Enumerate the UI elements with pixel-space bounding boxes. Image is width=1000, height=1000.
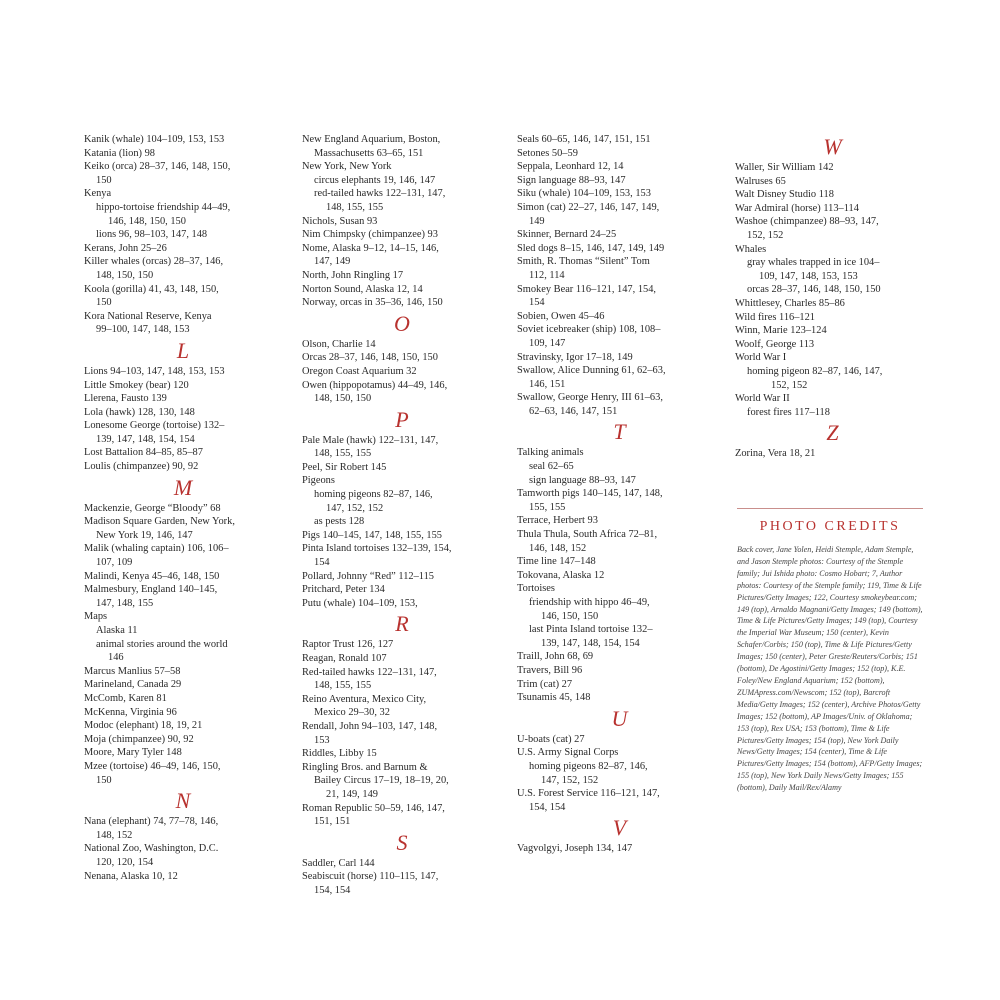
index-term: Katania (lion) 98 (84, 147, 155, 159)
index-entry (517, 160, 722, 174)
index-term: Llerena, Fausto 139 (84, 393, 167, 405)
index-term: Waller, Sir William 142 (735, 162, 834, 173)
index-term: Zorina, Vera 18, 21 (735, 448, 816, 460)
index-term: Nenana, Alaska 10, 12 (84, 870, 178, 882)
index-term: Skinner, Bernard 24–25 (517, 229, 617, 241)
index-term: Reagan, Ronald 107 (302, 653, 387, 664)
index-entry (517, 787, 722, 814)
index-term: Raptor Trust 126, 127 (302, 639, 394, 651)
section-letter: S (396, 829, 408, 855)
index-term: Sled dogs 8–15, 146, 147, 149, 149 (517, 242, 665, 254)
index-entry (517, 514, 722, 528)
index-term: National Zoo, Washington, D.C. (84, 843, 219, 855)
index-term: Loulis (chimpanzee) 90, 92 (84, 461, 199, 473)
index-entry (302, 761, 502, 802)
index-subline: last Pinta Island tortoise 132– (529, 624, 653, 636)
index-entry (302, 283, 502, 297)
index-entry (84, 870, 282, 884)
index-subline: 147, 148, 155 (96, 597, 154, 609)
index-term: Keiko (orca) 28–37, 146, 148, 150, (84, 161, 231, 173)
index-term: Putu (whale) 104–109, 153, (302, 597, 418, 609)
section-letter: U (611, 705, 628, 731)
index-entry (302, 296, 502, 310)
index-subline: 148, 150, 150 (314, 393, 372, 405)
index-term: Ringling Bros. and Barnum & (302, 761, 428, 773)
section-letter: W (823, 134, 842, 159)
index-term: Malik (whaling captain) 106, 106– (84, 543, 229, 555)
index-entry (302, 597, 502, 611)
index-entry (302, 570, 502, 584)
index-column-2 (302, 133, 502, 898)
index-entry (735, 202, 930, 216)
index-term: Seabiscuit (horse) 110–115, 147, (302, 871, 439, 883)
index-entry (517, 133, 722, 147)
index-term: Riddles, Libby 15 (302, 748, 377, 760)
index-entry (302, 160, 502, 214)
index-entry (735, 447, 930, 461)
index-entry (302, 870, 502, 897)
index-entry (517, 842, 722, 856)
index-subline: 109, 147 (529, 337, 566, 349)
index-entry (517, 310, 722, 324)
index-term: Nana (elephant) 74, 77–78, 146, (84, 816, 219, 828)
index-term: Walruses 65 (735, 175, 786, 187)
index-term: Modoc (elephant) 18, 19, 21 (84, 720, 203, 732)
index-term: Owen (hippopotamus) 44–49, 146, (302, 379, 448, 391)
index-entry (84, 187, 282, 241)
index-subline: Massachusetts 63–65, 151 (314, 147, 424, 159)
photo-credits-title: PHOTO CREDITS (759, 519, 901, 534)
index-entry (735, 392, 930, 419)
index-entry (517, 582, 722, 650)
index-term: World War II (735, 393, 790, 405)
index-entry (517, 242, 722, 256)
index-entry (84, 678, 282, 692)
index-entry (302, 338, 502, 352)
index-term: Marcus Manlius 57–58 (84, 665, 181, 677)
index-column-3 (517, 133, 722, 856)
index-entry (517, 691, 722, 705)
index-entry (302, 720, 502, 747)
index-subline: lions 96, 98–103, 147, 148 (96, 229, 208, 241)
index-entry (302, 365, 502, 379)
index-term: Mzee (tortoise) 46–49, 146, 150, (84, 760, 221, 772)
index-entry (84, 610, 282, 664)
index-term: Travers, Bill 96 (517, 664, 583, 676)
index-term: Reino Aventura, Mexico City, (302, 693, 427, 705)
index-term: Norton Sound, Alaska 12, 14 (302, 283, 423, 295)
index-term: Smokey Bear 116–121, 147, 154, (517, 283, 657, 295)
index-subline: friendship with hippo 46–49, (529, 597, 650, 608)
index-term: Terrace, Herbert 93 (517, 515, 598, 527)
index-term: Whittlesey, Charles 85–86 (735, 297, 845, 309)
index-entry (302, 269, 502, 283)
index-subline: 154 (314, 557, 330, 569)
index-entry (517, 746, 722, 787)
index-subline: circus elephants 19, 146, 147 (314, 174, 436, 186)
index-term: Red-tailed hawks 122–131, 147, (302, 666, 437, 678)
index-entry (84, 133, 282, 147)
index-subline: 62–63, 146, 147, 151 (529, 405, 618, 417)
index-subline: 148, 152 (96, 829, 133, 841)
photo-credits (737, 508, 923, 794)
index-entry (84, 283, 282, 310)
index-subline: 154, 154 (314, 884, 351, 896)
index-term: Saddler, Carl 144 (302, 857, 375, 869)
index-term: Tsunamis 45, 148 (517, 692, 591, 704)
index-term: Moore, Mary Tyler 148 (84, 747, 182, 759)
index-term: Sign language 88–93, 147 (517, 174, 626, 186)
index-entry (302, 802, 502, 829)
index-term: Walt Disney Studio 118 (735, 189, 834, 201)
index-entry (84, 160, 282, 187)
index-term: U-boats (cat) 27 (517, 733, 585, 745)
index-entry (302, 461, 502, 475)
index-term: Pinta Island tortoises 132–139, 154, (302, 543, 452, 555)
index-term: Vagvolgyi, Joseph 134, 147 (517, 843, 633, 855)
index-term: McComb, Karen 81 (84, 692, 167, 704)
section-letter: N (175, 788, 191, 814)
index-entry (302, 215, 502, 229)
index-entry (517, 664, 722, 678)
index-subline: 150 (96, 774, 112, 786)
index-term: Oregon Coast Aquarium 32 (302, 365, 417, 377)
index-entry (302, 228, 502, 242)
index-entry (302, 379, 502, 406)
index-subline: 148, 155, 155 (314, 448, 372, 460)
index-subline: forest fires 117–118 (747, 406, 830, 418)
index-subline: 146 (108, 652, 124, 664)
index-term: Kerans, John 25–26 (84, 242, 167, 254)
index-entry (302, 666, 502, 693)
index-entry (302, 652, 502, 666)
section-letter: T (613, 419, 626, 445)
index-entry (84, 570, 282, 584)
index-term: Orcas 28–37, 146, 148, 150, 150 (302, 352, 438, 364)
index-subline: 149 (529, 215, 545, 227)
index-term: Woolf, George 113 (735, 338, 815, 350)
index-entry (517, 283, 722, 310)
index-term: New York, New York (302, 161, 392, 173)
index-entry (517, 147, 722, 161)
index-subline: 99–100, 147, 148, 153 (96, 324, 190, 336)
index-term: Swallow, George Henry, III 61–63, (517, 392, 663, 404)
index-entry (302, 351, 502, 365)
index-subline: 109, 147, 148, 153, 153 (759, 270, 858, 282)
index-term: U.S. Army Signal Corps (517, 747, 619, 759)
index-term: Nichols, Susan 93 (302, 215, 378, 227)
index-entry (84, 242, 282, 256)
index-entry (302, 583, 502, 597)
index-term: Madison Square Garden, New York, (84, 516, 235, 528)
index-entry (517, 733, 722, 747)
index-entry (302, 638, 502, 652)
index-subline: hippo-tortoise friendship 44–49, (96, 201, 231, 213)
index-term: Kanik (whale) 104–109, 153, 153 (84, 134, 225, 145)
index-term: Stravinsky, Igor 17–18, 149 (517, 351, 633, 363)
index-term: Lola (hawk) 128, 130, 148 (84, 406, 195, 418)
photo-credits-text: Back cover, Jane Yolen, Heidi Stemple, Adam Stemple, and Jason Stemple photos: Courtesy of the Stemple family; Jui Ishida photo: Cosmo Hobart; 7, Author photos: Courtesy of the Stemple family; 119, Time & Life Pictures/Getty Images; 122, Courtesy smokeybear.com; 149 (top), Arnaldo Magnani/Getty Images; 149 (bottom), Time & Life Pictures/Getty Images; 149 (top), Courtesy the Imperial War Museum; 150 (center), Kevin Schafer/Corbis; 150 (top), Time & Life Pictures/Getty Images; 150 (center), Peter Greste/Reuters/Corbis; 151 (bottom), De Agostini/Getty Images; 152 (top), K.E. Foley/New England Aquarium; 152 (bottom), ZUMApress.com/Newscom; 152 (top), Barcroft Media/Getty Images; 152 (center), Archive Photos/Getty Images; 152 (bottom), AP Images/Univ. of Oklahoma; 153 (top), Rex USA; 153 (bottom), Time & Life Pictures/Getty Images; 154 (top), New York Daily News/Getty Images; 154 (center), Time & Life Pictures/Getty Images; 154 (bottom), AFP/Getty Images; 155 (top), New York Daily News/Getty Images; 155 (bottom), Daily Mail/Rex/Alamy (737, 545, 923, 793)
index-entry (302, 747, 502, 761)
index-entry (84, 419, 282, 446)
index-entry (517, 364, 722, 391)
index-term: U.S. Forest Service 116–121, 147, (517, 788, 660, 800)
index-subline: 146, 150, 150 (541, 610, 599, 622)
index-entry (84, 515, 282, 542)
index-term: Siku (whale) 104–109, 153, 153 (517, 188, 651, 200)
index-term: Wild fires 116–121 (735, 311, 815, 323)
index-term: Malmesbury, England 140–145, (84, 584, 218, 596)
index-subline: homing pigeons 82–87, 146, (529, 760, 648, 772)
index-term: Thula Thula, South Africa 72–81, (517, 529, 658, 541)
index-term: Koola (gorilla) 41, 43, 148, 150, (84, 283, 219, 295)
index-term: Kenya (84, 188, 112, 200)
index-entry (517, 391, 722, 418)
index-entry (84, 446, 282, 460)
index-subline: animal stories around the world (96, 638, 228, 650)
index-term: Olson, Charlie 14 (302, 338, 376, 350)
index-entry (517, 201, 722, 228)
index-entry (84, 310, 282, 337)
index-term: Swallow, Alice Dunning 61, 62–63, (517, 365, 666, 377)
index-entry (517, 255, 722, 282)
index-entry (84, 815, 282, 842)
index-term: Lost Battalion 84–85, 85–87 (84, 447, 203, 459)
index-subline: gray whales trapped in ice 104– (747, 257, 880, 269)
index-entry (735, 188, 930, 202)
index-term: North, John Ringling 17 (302, 269, 404, 281)
index-entry (84, 379, 282, 393)
index-subline: 150 (96, 297, 112, 309)
index-subline: 148, 155, 155 (326, 201, 384, 213)
index-term: Setones 50–59 (517, 147, 578, 159)
index-subline: Bailey Circus 17–19, 18–19, 20, (314, 775, 449, 787)
index-entry (517, 678, 722, 692)
index-term: Tokovana, Alaska 12 (517, 569, 605, 581)
index-term: Maps (84, 611, 108, 623)
index-entry (84, 147, 282, 161)
index-subline: 107, 109 (96, 557, 133, 569)
index-subline: 150 (96, 174, 112, 186)
index-term: Nome, Alaska 9–12, 14–15, 146, (302, 242, 439, 254)
index-entry (735, 175, 930, 189)
index-subline: 147, 152, 152 (541, 774, 599, 786)
section-letter: M (173, 474, 193, 500)
index-subline: 147, 149 (314, 256, 351, 268)
index-subline: Mexico 29–30, 32 (314, 707, 390, 719)
index-column-1 (84, 133, 282, 883)
index-entry (302, 542, 502, 569)
index-entry (735, 243, 930, 297)
index-subline: sign language 88–93, 147 (529, 474, 636, 486)
index-term: Tortoises (517, 583, 555, 595)
index-entry (302, 133, 502, 160)
index-subline: New York 19, 146, 147 (96, 529, 193, 541)
index-subline: 139, 147, 148, 154, 154 (541, 637, 640, 649)
index-entry (302, 434, 502, 461)
index-subline: 151, 151 (314, 816, 351, 828)
index-entry (517, 487, 722, 514)
index-term: Nim Chimpsky (chimpanzee) 93 (302, 229, 438, 241)
index-entry (84, 706, 282, 720)
index-term: Little Smokey (bear) 120 (84, 379, 189, 391)
index-term: Pale Male (hawk) 122–131, 147, (302, 434, 439, 446)
index-term: Seals 60–65, 146, 147, 151, 151 (517, 134, 651, 145)
index-entry (302, 529, 502, 543)
index-term: Smith, R. Thomas “Silent” Tom (517, 256, 650, 268)
index-entry (84, 692, 282, 706)
index-term: Pigeons (302, 475, 335, 487)
index-term: Sobien, Owen 45–46 (517, 310, 605, 322)
index-entry (84, 746, 282, 760)
index-subline: homing pigeon 82–87, 146, 147, (747, 365, 883, 377)
index-subline: 152, 152 (747, 229, 784, 241)
index-entry (302, 857, 502, 871)
index-entry (302, 242, 502, 269)
index-subline: 153 (314, 734, 330, 746)
index-entry (517, 351, 722, 365)
index-term: Seppala, Leonhard 12, 14 (517, 161, 624, 173)
index-entry (84, 365, 282, 379)
index-term: Tamworth pigs 140–145, 147, 148, (517, 488, 663, 500)
index-entry (735, 297, 930, 311)
index-entry (84, 733, 282, 747)
index-subline: 146, 148, 150, 150 (108, 215, 186, 227)
index-term: Traill, John 68, 69 (517, 651, 594, 663)
index-entry (517, 528, 722, 555)
index-subline: Alaska 11 (96, 625, 138, 636)
index-entry (735, 311, 930, 325)
index-term: Kora National Reserve, Kenya (84, 310, 212, 322)
index-entry (517, 569, 722, 583)
index-subline: 148, 155, 155 (314, 680, 372, 692)
index-term: Roman Republic 50–59, 146, 147, (302, 802, 445, 814)
index-entry (84, 719, 282, 733)
index-entry (517, 446, 722, 487)
index-term: Mackenzie, George “Bloody” 68 (84, 502, 221, 514)
index-term: Killer whales (orcas) 28–37, 146, (84, 256, 224, 268)
index-entry (302, 693, 502, 720)
index-entry (84, 665, 282, 679)
index-entry (735, 351, 930, 392)
credits-divider (737, 508, 923, 509)
index-entry (517, 650, 722, 664)
index-term: Winn, Marie 123–124 (735, 325, 827, 337)
index-entry (84, 392, 282, 406)
index-subline: red-tailed hawks 122–131, 147, (314, 188, 446, 200)
index-column-4 (735, 133, 930, 461)
index-term: Time line 147–148 (517, 556, 596, 568)
index-subline: 146, 151 (529, 378, 566, 390)
index-term: Lonesome George (tortoise) 132– (84, 420, 225, 432)
index-subline: 112, 114 (529, 269, 565, 281)
index-entry (84, 583, 282, 610)
index-entry (517, 555, 722, 569)
index-term: Pritchard, Peter 134 (302, 584, 385, 596)
index-term: Pollard, Johnny “Red” 112–115 (302, 570, 434, 582)
index-subline: 139, 147, 148, 154, 154 (96, 433, 195, 445)
index-subline: seal 62–65 (529, 461, 574, 473)
index-entry (517, 187, 722, 201)
index-term: Pigs 140–145, 147, 148, 155, 155 (302, 529, 442, 541)
index-entry (84, 542, 282, 569)
index-subline: 148, 150, 150 (96, 269, 154, 281)
section-letter: Z (826, 420, 839, 446)
index-subline: 152, 152 (771, 379, 808, 391)
index-term: Talking animals (517, 447, 584, 459)
index-entry (84, 502, 282, 516)
index-term: Soviet icebreaker (ship) 108, 108– (517, 324, 661, 336)
index-term: Peel, Sir Robert 145 (302, 461, 387, 473)
index-entry (517, 323, 722, 350)
index-subline: 146, 148, 152 (529, 542, 587, 554)
section-letter: L (176, 337, 190, 363)
index-term: Whales (735, 243, 767, 255)
index-subline: orcas 28–37, 146, 148, 150, 150 (747, 284, 881, 296)
index-term: Simon (cat) 22–27, 146, 147, 149, (517, 201, 660, 213)
index-subline: 155, 155 (529, 501, 566, 513)
index-term: McKenna, Virginia 96 (84, 706, 177, 718)
index-subline: 154, 154 (529, 801, 566, 813)
index-term: World War I (735, 352, 787, 364)
index-entry (735, 324, 930, 338)
index-entry (517, 174, 722, 188)
index-term: War Admiral (horse) 113–114 (735, 202, 859, 214)
section-letter: V (612, 815, 627, 841)
index-entry (84, 406, 282, 420)
index-subline: 120, 120, 154 (96, 856, 154, 868)
index-term: Washoe (chimpanzee) 88–93, 147, (735, 216, 879, 228)
index-term: Rendall, John 94–103, 147, 148, (302, 720, 438, 732)
section-letter: P (395, 406, 409, 432)
index-entry (735, 338, 930, 352)
index-subline: as pests 128 (314, 516, 365, 528)
index-entry (735, 161, 930, 175)
index-subline: homing pigeons 82–87, 146, (314, 489, 433, 501)
index-term: Malindi, Kenya 45–46, 148, 150 (84, 570, 220, 582)
section-letter: O (394, 310, 410, 336)
section-letter: R (395, 611, 409, 637)
index-term: New England Aquarium, Boston, (302, 134, 441, 145)
index-entry (84, 255, 282, 282)
index-subline: 21, 149, 149 (326, 788, 378, 800)
index-term: Lions 94–103, 147, 148, 153, 153 (84, 365, 225, 377)
index-entry (84, 760, 282, 787)
index-entry (517, 228, 722, 242)
index-subline: 154 (529, 297, 545, 309)
index-entry (84, 842, 282, 869)
index-entry (84, 460, 282, 474)
index-term: Marineland, Canada 29 (84, 679, 182, 691)
index-term: Trim (cat) 27 (517, 678, 573, 690)
index-term: Norway, orcas in 35–36, 146, 150 (302, 297, 443, 309)
index-entry (302, 474, 502, 528)
index-subline: 147, 152, 152 (326, 502, 384, 514)
index-term: Moja (chimpanzee) 90, 92 (84, 733, 194, 745)
index-entry (735, 215, 930, 242)
